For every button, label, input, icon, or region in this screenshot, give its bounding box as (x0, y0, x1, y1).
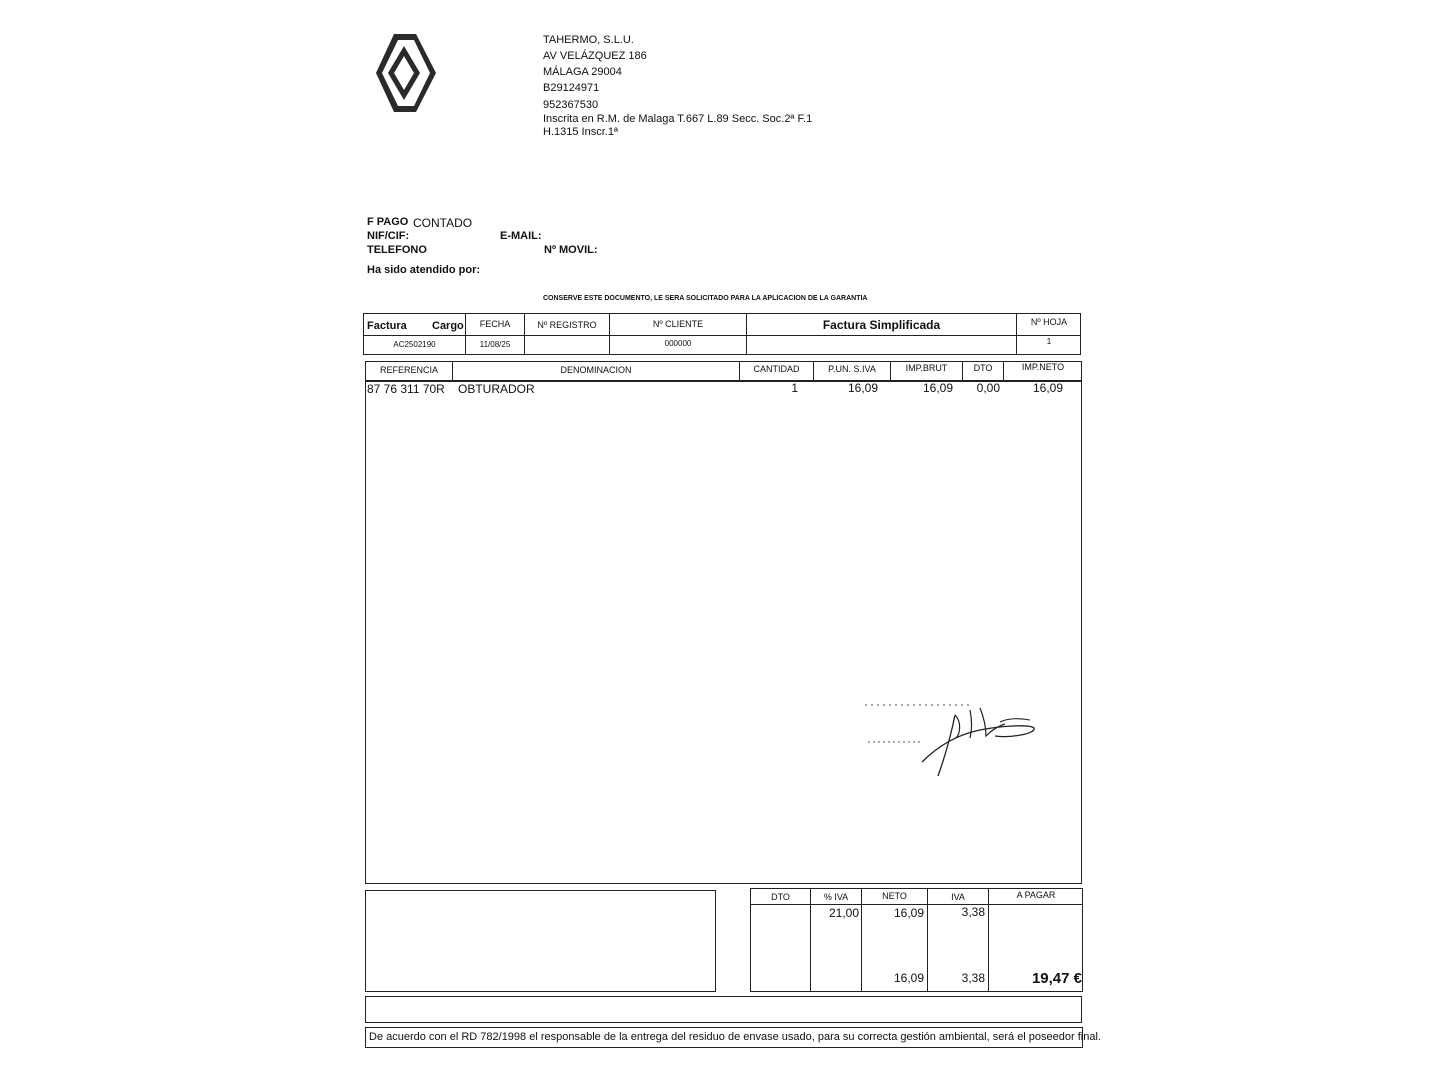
totals-apagar-label: A PAGAR (1016, 890, 1056, 900)
company-city: MÁLAGA 29004 (543, 66, 622, 78)
company-registry-line1: Inscrita en R.M. de Malaga T.667 L.89 Secc. Soc.2ª F.1 (543, 113, 813, 125)
warranty-notice: CONSERVE ESTE DOCUMENTO, LE SERA SOLICITADO PARA LA APLICACION DE LA GARANTIA (543, 295, 868, 302)
factura-value: AC2502190 (393, 340, 436, 349)
company-phone: 952367530 (543, 99, 599, 111)
item-dto: 0,00 (976, 381, 1000, 395)
hoja-value: 1 (1046, 337, 1052, 346)
col-impneto: IMP.NETO (1021, 362, 1065, 372)
email-label: E-MAIL: (500, 230, 542, 242)
item-referencia: 87 76 311 70R (367, 382, 445, 396)
movil-label: Nº MOVIL: (544, 244, 598, 256)
fpago-label: F PAGO (367, 216, 409, 228)
col-referencia: REFERENCIA (379, 365, 438, 375)
company-registry-line2: H.1315 Inscr.1ª (543, 126, 619, 138)
telefono-label: TELEFONO (367, 244, 427, 256)
cliente-label: Nº CLIENTE (652, 319, 704, 329)
company-address: AV VELÁZQUEZ 186 (543, 50, 647, 62)
fpago-value: CONTADO (413, 216, 473, 230)
totals-iva-label: IVA (951, 892, 965, 902)
registro-label: Nº REGISTRO (537, 320, 597, 330)
company-name: TAHERMO, S.L.U. (543, 34, 634, 46)
items-table (365, 381, 1082, 884)
notes-box (365, 890, 716, 992)
nif-label: NIF/CIF: (367, 230, 410, 242)
item-denominacion: OBTURADOR (458, 382, 535, 396)
atendido-label: Ha sido atendido por: (367, 264, 481, 276)
hoja-label: Nº HOJA (1030, 317, 1068, 327)
totals-piva-value: 21,00 (828, 906, 859, 920)
totals-iva-value: 3,38 (961, 905, 985, 919)
totals-neto-total: 16,09 (893, 971, 924, 985)
invoice-title: Factura Simplificada (822, 318, 941, 332)
fecha-value: 11/08/25 (479, 340, 511, 349)
totals-piva-label: % IVA (823, 892, 849, 902)
col-denominacion: DENOMINACION (560, 365, 632, 375)
cliente-value: 000000 (664, 339, 692, 348)
col-impbrut: IMP.BRUT (905, 363, 948, 373)
item-impbrut: 16,09 (922, 381, 953, 395)
company-logo (374, 32, 438, 114)
item-impneto: 16,09 (1032, 381, 1063, 395)
col-cantidad: CANTIDAD (753, 364, 800, 374)
empty-strip (365, 996, 1082, 1023)
col-pun: P.UN. S.IVA (828, 364, 876, 374)
factura-label: Factura (367, 320, 407, 332)
totals-apagar-total: 19,47 € (1031, 970, 1082, 987)
footer-legal-text: De acuerdo con el RD 782/1998 el responsable de la entrega del residuo de envase usado, para su correcta gestión ambiental, será el poseedor final. (369, 1031, 1101, 1043)
signature (860, 700, 1040, 782)
totals-dto-label: DTO (771, 892, 790, 902)
fecha-label: FECHA (479, 319, 511, 329)
col-dto: DTO (973, 363, 993, 373)
company-cif: B29124971 (543, 82, 600, 94)
totals-iva-total: 3,38 (961, 971, 985, 985)
totals-neto-label: NETO (882, 891, 907, 901)
item-cantidad: 1 (791, 381, 798, 395)
item-pun: 16,09 (847, 381, 878, 395)
cargo-label: Cargo (432, 320, 464, 332)
totals-neto-value: 16,09 (893, 906, 924, 920)
